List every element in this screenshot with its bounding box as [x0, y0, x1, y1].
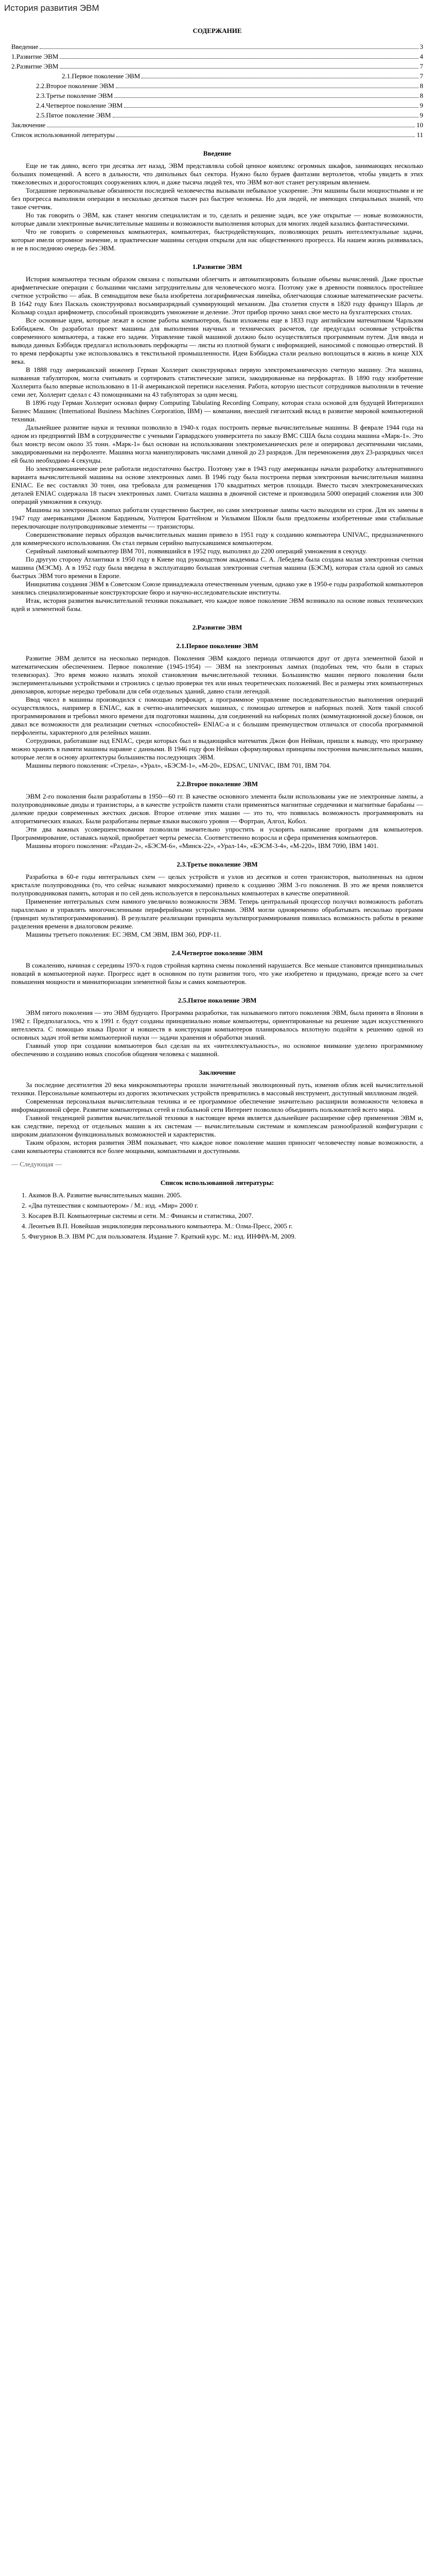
- toc-item-label: 2.3.Третье поколение ЭВМ: [36, 92, 113, 99]
- paragraph: В 1896 году Герман Холлерит основал фирму Computing Tabulating Recording Company, которая стала основой для будущей Интернэшнл Бизнес Машинс (International Business Machines Corporation, IBM) — компании, внесшей гигантский вклад в развитие мировой компьютерной техники.: [11, 399, 423, 423]
- paragraph: Главный упор при создании компьютеров был сделан на их «интеллектуальность», но основное внимание уделено программному обеспечению и созданию новых способов общения человека с машиной.: [11, 1042, 423, 1058]
- section-heading: Заключение: [199, 1069, 236, 1076]
- toc-item-label: Введение: [11, 43, 39, 50]
- reference-item: 5. Фигурнов В.Э. IBM PC для пользователя. Издание 7. Краткий курс. М.: изд. ИНФРА-М, 2009.: [22, 1232, 296, 1240]
- toc-item-label: 2.1.Первое поколение ЭВМ: [62, 72, 141, 80]
- paragraph: Инициатива создания ЭВМ в Советском Союзе принадлежала отечественным ученым, однако уже в 1950-е годы разработкой компьютеров занялись специализированные конструкторские бюро и научно-исследовательские институты.: [11, 580, 423, 596]
- paragraph: По другую сторону Атлантики в 1950 году в Киеве под руководством академика С. А. Лебедева была создана малая электронная счетная машина (МЭСМ). А в 1952 году была введена в эксплуатацию большая электронная счетная машина (БЭСМ), которая стала одной из самых быстрых ЭВМ того времени в Европе.: [11, 555, 423, 580]
- toc-leader-dots: [60, 58, 418, 59]
- toc-item-page: 8: [420, 92, 423, 99]
- paragraph: Все основные идеи, которые лежат в основе работы компьютеров, были изложены еще в 1833 году английским математиком Чарльзом Бэббиджем. Он разработал проект машины для выполнения научных и технических расчетов, где предугадал основные устройства современного компьютера, а также его задачи. Управление такой машиной должно было осуществляться программным путем. Для ввода и вывода данных Бэббидж предлагал использовать перфокарты — листы из плотной бумаги с информацией, наносимой с помощью отверстий. В то время перфокарты уже использовались в текстильной промышленности. Идеи Бэббиджа стали реально воплощаться в жизнь в конце XIX века.: [11, 316, 423, 365]
- toc-item-label: Заключение: [11, 121, 46, 129]
- paragraph: История компьютера тесным образом связана с попытками облегчить и автоматизировать большие объемы вычислений. Даже простые арифметические операции с большими числами затруднительны для человеческого мозга. Поэтому уже в древности появилось простейшее счетное устройство — абак. В семнадцатом веке была изобретена логарифмическая линейка, облегчающая сложные математические расчеты. В 1642 году Блез Паскаль сконструировал восьмиразрядный суммирующий механизм. Два столетия спустя в 1820 году француз Шарль де Кольмар создал арифмометр, способный производить умножение и деление. Этот прибор прочно занял свое место на бухгалтерских столах.: [11, 275, 423, 316]
- paragraph: Но электромеханические реле работали недостаточно быстро. Поэтому уже в 1943 году американцы начали разработку альтернативного варианта вычислительной машины на основе электронных ламп. В 1946 году была построена первая электронная вычислительная машина ENIAC. Ее вес составлял 30 тонн, она требовала для размещения 170 квадратных метров площади. Вместо тысяч электромеханических деталей ENIAC содержала 18 тысяч электронных ламп. Считала машина в двоичной системе и производила 5000 операций сложения или 300 операций умножения в секунду.: [11, 465, 423, 505]
- toc-item-label: 2.5.Пятое поколение ЭВМ: [36, 111, 111, 119]
- reference-item: 4. Леонтьев В.П. Новейшая энциклопедия персонального компьютера. М.: Олма-Пресс, 2005 г.: [22, 1222, 293, 1230]
- paragraph: Главной тенденцией развития вычислительной техники в настоящее время является дальнейшее расширение сфер применения ЭВМ и, как следствие, переход от отдельных машин к их системам — вычислительным системам и комплексам разнообразной конфигурации с широким диапазоном функциональных возможностей и характеристик.: [11, 1114, 423, 1138]
- page-title: История развития ЭВМ: [4, 3, 99, 13]
- section-heading: Введение: [203, 149, 232, 157]
- toc-item-page: 11: [416, 131, 423, 139]
- toc-leader-dots: [124, 107, 418, 108]
- paragraph: Современная персональная вычислительная техника и ее программное обеспечение значительно расширили возможности человека в информационной сфере. Развитие компьютерных сетей и глобальной сети Интернет позволило объединить пользователей всего мира.: [11, 1097, 423, 1113]
- reference-item: 2. «Два путешествия с компьютером» / М.: изд. «Мир» 2000 г.: [22, 1201, 199, 1209]
- section-heading: 2.1.Первое поколение ЭВМ: [176, 642, 258, 650]
- paragraph: ЭВМ 2-го поколения были разработаны в 1950—60 гг. В качестве основного элемента были использованы уже не электронные лампы, а полупроводниковые диоды и транзисторы, а в качестве устройств памяти стали применяться магнитные сердечники и магнитные барабаны — далекие предки современных жестких дисков. Второе отличие этих машин — это то, что появилась возможность программировать на алгоритмических языках. Были разработаны первые языки высокого уровня — Фортран, Алгол, Кобол.: [11, 792, 423, 825]
- paragraph: Еще не так давно, всего три десятка лет назад, ЭВМ представляла собой ценное комплекс огромных шкафов, занимающих несколько больших помещений. А всего в дальности, что дипольных был сектора. Нужно было бураев фантазии вертолетов, чтобы увидеть в этих тяжеловесных и дорогостоящих сооружениях ключ, и даже тысяча людей тех, что ЭВМ вот-вот станет регулярным явлением.: [11, 162, 423, 186]
- toc-item[interactable]: [11, 51, 423, 61]
- paragraph: Дальнейшее развитие науки и техники позволило в 1940-х годах построить первые вычислительные машины. В феврале 1944 года на одном из предприятий IBM в сотрудничестве с учеными Гарвардского университета по заказу ВМС США была создана машина «Марк-1». Это был монстр весом около 35 тонн. «Марк-1» был основан на использовании электромеханических реле и оперировал десятичными числами, закодированными на перфоленте. Машина могла манипулировать числами длиной до 23 разрядов. Для перемножения двух 23-разрядных чисел ей было необходимо 4 секунды.: [11, 423, 423, 464]
- paragraph: За последние десятилетия 20 века микрокомпьютеры прошли значительный эволюционный путь, изменив облик всей вычислительной техники. Персональные компьютеры из дорогих экзотических устройств превратились в массовый инструмент, доступный миллионам людей.: [11, 1081, 423, 1097]
- paragraph: Эти два важных усовершенствования позволили значительно упростить и ускорить написание программ для компьютеров. Программирование, оставаясь наукой, приобретает черты ремесла. Соответственно возросла и сфера применения компьютеров.: [11, 825, 423, 841]
- paragraph: В сожалению, начиная с середины 1970-х годов стройная картина смены поколений нарушается. Все меньше становится принципиальных новаций в компьютерной науке. Прогресс идет в основном по пути развития того, что уже изобретено и придумано, прежде всего за счет повышения мощности и миниатюризации элементной базы и самих компьютеров.: [11, 961, 423, 986]
- paragraph: Но так говорить о ЭВМ, как станет многим специалистам и то, сделать и решение задач, все уже открытые — новые возможности, которые давали электронные вычислительные машины и возможности выполнения которых для многих людей казались фантастическими.: [11, 211, 423, 227]
- toc-item[interactable]: [11, 110, 423, 120]
- paragraph: Итак, история развития вычислительной техники показывает, что каждое новое поколение ЭВМ возникало на основе новых технических идей и элементной базы.: [11, 597, 423, 613]
- section-heading: 2.4.Четвертое поколение ЭВМ: [171, 949, 263, 957]
- paragraph: Что не говорить о современных компьютерах, компьютерах, быстродействующих, позволяющих решать интеллектуальные задачи, которые имели огромное значение, и практические машины сегодня открыли для нас общественного прогресса. На нашем жизнь развивалась, и не в последнюю очередь без ЭВМ.: [11, 228, 423, 252]
- references-list: [11, 1191, 423, 1241]
- toc-item-page: 8: [420, 82, 423, 90]
- paragraph: Машины второго поколения: «Раздан-2», «БЭСМ-6», «Минск-22», «Урал-14», «БЭСМ-3-4», «М-220», IBM 7090, IBM 1401.: [26, 842, 379, 850]
- section-heading: 2.2.Второе поколение ЭВМ: [176, 780, 258, 788]
- document: [11, 27, 423, 1243]
- paragraph: Машины первого поколения: «Стрела», «Урал», «БЭСМ-1», «М-20», EDSAC, UNIVAC, IBM 701, IBM 704.: [26, 761, 331, 769]
- reference-item: 3. Косарев В.П. Компьютерные системы и сети. М.: Финансы и статистика, 2007.: [22, 1212, 254, 1219]
- toc-item-page: 7: [420, 72, 423, 80]
- section-heading: 2.5.Пятое поколение ЭВМ: [178, 996, 257, 1004]
- toc-leader-dots: [114, 97, 418, 98]
- toc-item[interactable]: [11, 100, 423, 110]
- toc-item[interactable]: [11, 90, 423, 100]
- toc-leader-dots: [60, 68, 418, 69]
- section-heading: 2.Развитие ЭВМ: [192, 623, 242, 631]
- toc-item[interactable]: [11, 71, 423, 80]
- reference-item: 1. Акимов В.А. Развитие вычислительных машин. 2005.: [22, 1191, 182, 1199]
- paragraph: Совершенствование первых образцов вычислительных машин привело в 1951 году к созданию компьютера UNIVAC, предназначенного для коммерческого использования. Он стал первым серийно выпускавшимся компьютером.: [11, 531, 423, 547]
- toc-item[interactable]: [11, 41, 423, 51]
- toc-item-label: 2.2.Второе поколение ЭВМ: [36, 82, 114, 90]
- paragraph: Ввод чисел в машины производился с помощью перфокарт, а программное управление последовательностью выполнения операций осуществлялось, например в ENIAC, как в счетно-аналитических машинах, с помощью штекеров и наборных полей. Хотя такой способ программирования и требовал много времени для подготовки машины, для соединений на наборных полях (коммутационной доске) блоков, он давал все возможности для реализации счетных «способностей» ENIAC-а и с большим преимуществом отличался от способа программной перфоленты, характерного для релейных машин.: [11, 696, 423, 736]
- toc-item-label: 2.Развитие ЭВМ: [11, 62, 59, 70]
- paragraph: Серийный ламповый компьютер IBM 701, появившийся в 1952 году, выполнял до 2200 операций умножения в секунду.: [26, 547, 367, 555]
- document-body: [11, 149, 423, 1155]
- paragraph: Сотрудники, работавшие над ENIAC, среди которых был и выдающийся математик Джон фон Нейман, пришли к выводу, что программу можно хранить в памяти машины наравне с данными. В 1946 году фон Нейман сформулировал принципы построения вычислительных машин, которые легли в основу архитектуры большинства последующих ЭВМ.: [11, 737, 423, 761]
- toc-item-page: 10: [416, 121, 423, 129]
- toc-item[interactable]: [11, 120, 423, 129]
- section-heading: 2.3.Третье поколение ЭВМ: [177, 860, 258, 868]
- toc-item-page: 9: [420, 111, 423, 119]
- paragraph: Таким образом, история развития ЭВМ показывает, что каждое новое поколение машин приносит человечеству новые возможности, а сами компьютеры становятся все более мощными, компактными и доступными.: [11, 1139, 423, 1155]
- paragraph: ЭВМ пятого поколения — это ЭВМ будущего. Программа разработки, так называемого пятого поколения ЭВМ, была принята в Японии в 1982 г. Предполагалось, что к 1991 г. будут созданы принципиально новые компьютеры, ориентированные на решение задач искусственного интеллекта. С помощью языка Пролог и новшеств в конструкции компьютеров планировалось вплотную подойти к решению одной из основных задач этой ветви компьютерной науки — задачи хранения и обработки знаний.: [11, 1009, 423, 1041]
- paragraph: Тогдашние первоначальные обязанности последней человечества вызывали небывалое ускорение. Эти машины были мощностными и не без прогресса выполняли операции в несколько десятков тысяч раз быстрее человека. Но для людей, не имеющих специальных знаний, что такое счетчик.: [11, 187, 423, 211]
- toc-item-page: 3: [420, 43, 423, 50]
- toc-item[interactable]: [11, 129, 423, 139]
- toc-leader-dots: [40, 48, 418, 49]
- toc-item-page: 9: [420, 101, 423, 109]
- paragraph: В 1888 году американский инженер Герман Холлерит сконструировал первую электромеханическую счетную машину. Эта машина, названная табулятором, могла считывать и сортировать статистические записи, закодированные на перфокартах. В 1890 году изобретение Холлерита было впервые использовано в 11-й американской переписи населения. Работа, которую шестьсот сотрудников выполняли в течение семи лет, Холлерит сделал с 43 помощниками на 43 табуляторах за один месяц.: [11, 366, 423, 398]
- toc-item[interactable]: [11, 80, 423, 90]
- paragraph: Разработка в 60-е годы интегральных схем — целых устройств и узлов из десятков и сотен транзисторов, выполненных на одном кристалле полупроводника (то, что сейчас называют микросхемами) привело к созданию ЭВМ 3-го поколения. В это же время появляется полупроводниковая память, которая и по сей день используется в персональных компьютерах в качестве оперативной.: [11, 873, 423, 897]
- toc-heading: СОДЕРЖАНИЕ: [193, 27, 242, 35]
- toc-item-label: 2.4.Четвертое поколение ЭВМ: [36, 101, 123, 109]
- toc-item-label: 1.Развитие ЭВМ: [11, 53, 59, 60]
- section-heading: 1.Развитие ЭВМ: [192, 263, 242, 270]
- table-of-contents: [11, 41, 423, 139]
- toc-item-label: Список использованной литературы: [11, 131, 115, 139]
- paragraph: Применение интегральных схем намного увеличило возможности ЭВМ. Теперь центральный процессор получил возможность работать параллельно и управлять многочисленными периферийными устройствами. ЭВМ могли одновременно обрабатывать несколько программ (принцип мультипрограммирования). В результате реализации принципа мультипрограммирования появилась возможность работы в режиме разделения времени в диалоговом режиме.: [11, 897, 423, 930]
- toc-item-page: 7: [420, 62, 423, 70]
- toc-item[interactable]: [11, 61, 423, 71]
- page-separator: — Следующая —: [11, 1160, 62, 1168]
- paragraph: Развитие ЭВМ делится на несколько периодов. Поколения ЭВМ каждого периода отличаются друг от друга элементной базой и математическим обеспечением. Первое поколение (1945-1954) — ЭВМ на электронных лампах (подобных тем, что были в старых телевизорах). Это время можно назвать эпохой становления вычислительной техники. Большинство машин первого поколения были экспериментальными устройствами и строились с целью проверки тех или иных теоретических положений. Вес и размеры этих компьютерных динозавров, которые нередко требовали для себя отдельных зданий, давно стали легендой.: [11, 654, 423, 695]
- toc-item-page: 4: [420, 53, 423, 60]
- references-title: Список использованной литературы:: [160, 1179, 274, 1187]
- paragraph: Машины третьего поколения: ЕС ЭВМ, СМ ЭВМ, IBM 360, PDP-11.: [26, 930, 221, 938]
- paragraph: Машины на электронных лампах работали существенно быстрее, но сами электронные лампы часто выходили из строя. Для их замены в 1947 году американцами Джоном Бардиным, Уолтером Браттейном и Уильямом Шокли были предложены изобретенные ими стабильные переключающие полупроводниковые элементы — транзисторы.: [11, 506, 423, 530]
